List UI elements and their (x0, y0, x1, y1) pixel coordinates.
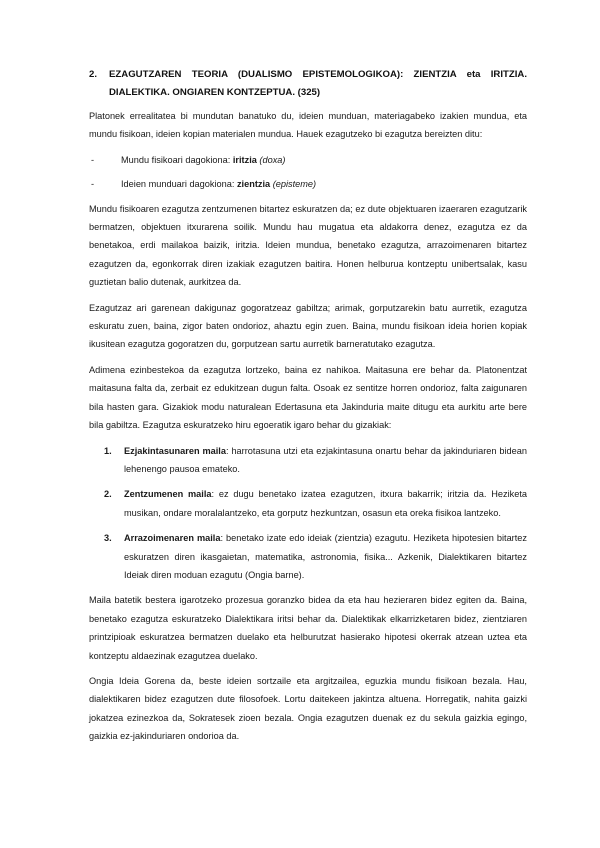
level-description: : benetako izate edo ideiak (zientzia) ezagutu. Heziketa hipotesien bitartez eskuratzen diren ikasgaietan, matematika, astronomia, fisika... Azkenik, Dialektikaren bitartez Ideiak diren moduan ezagutu (Ongia barne). (124, 533, 527, 580)
list-item (89, 151, 527, 169)
levels-list (89, 442, 527, 585)
list-item-number: 1. (104, 445, 112, 456)
body-paragraph: Maila batetik bestera igarotzeko prozesua goranzko bidea da eta hau hezieraren bidez egiten da. Baina, benetako ezagutza eskuratzeko Dialektikara iritsi behar da. Dialektikak elkarrizketaren bidez, zientziaren printzipioak eskuratzea bermatzen duelako eta helburutzat hasierako hipotesi okerrak atzean uztea eta kontzeptu aldaezinak ezagutzea duelako. (89, 595, 527, 661)
level-title: Arrazoimenaren maila (124, 533, 221, 544)
list-item-text (124, 442, 527, 479)
level-description: : ez dugu benetako izatea ezagutzen, itxura bakarrik; iritzia da. Heziketa musikan, ondare moralalantzeko, eta gorputz hezkuntzan, osasun eta oreka fisikoa lantzeko. (124, 489, 527, 518)
document-page (89, 66, 527, 753)
list-item-text (121, 175, 316, 193)
list-item-prefix: Ideien munduari dagokiona: (121, 179, 237, 190)
list-item-prefix: Mundu fisikoari dagokiona: (121, 154, 233, 165)
dash-marker: - (91, 179, 95, 190)
body-paragraph: Mundu fisikoaren ezagutza zentzumenen bitartez eskuratzen da; ez dute objektuaren izaeraren ezagutzarik bermatzen, objektuen itxurarena soilik. Mundu hau mugatua eta aldakorra denez, ezagutza ez da benetakoa, erdi mailakoa baizik, iritzia. Ideien mundua, benetako ezagutza, arrazoimenaren bitartez ezagutzen da, egonkorrak diren izakiak ezagutzen baitira. Honen helburua kontzeptu unibertsalak, kasu guztietan balio dutenak, aurkitzea da. (89, 203, 527, 288)
list-item-greek: (episteme) (272, 179, 317, 190)
list-item-term: zientzia (236, 179, 271, 190)
level-description: : harrotasuna utzi eta ezjakintasuna onartu behar da jakinduriaren bidean lehenengo pausoa emateko. (124, 445, 527, 474)
dash-marker: - (91, 154, 95, 165)
body-paragraph: Adimena ezinbestekoa da ezagutza lortzeko, baina ez nahikoa. Maitasuna ere behar da. Platonentzat maitasuna falta da, zerbait ez edukitzean dugun falta. Osoak ez sentitze horren ondorioz, falta zaigunaren bila hasten gara. Gizakiok modu naturalean Edertasuna eta Jakinduria maite ditugu eta aurkitu arte bere bila gabiltza. Ezagutza eskuratzeko hiru egoeratik igaro behar du gizakiak: (89, 364, 527, 431)
list-item-number: 2. (104, 489, 112, 500)
list-item-text (124, 485, 527, 522)
list-item (89, 175, 527, 193)
list-item-term: iritzia (232, 154, 257, 165)
level-title: Ezjakintasunaren maila (124, 445, 226, 456)
knowledge-types-list (89, 151, 527, 194)
list-item-number: 3. (104, 533, 112, 544)
level-title: Zentzumenen maila (124, 489, 212, 500)
body-paragraph: Ezagutzaz ari garenean dakigunaz gogoratzeaz gabiltza; arimak, gorputzarekin batu aurretik, ezagutza eskuratu zuen, baina, zigor baten ondorioz, ahaztu egin zuen. Baina, mundu fisikoan ideia horien kopiak ikusitean ezagutza gogoratzen du, gorputzean sartu aurretik barneratutako ezagutza. (89, 302, 527, 350)
list-item (104, 485, 527, 522)
section-heading (89, 66, 527, 101)
list-item-text (121, 151, 285, 169)
list-item-greek: (doxa) (259, 154, 286, 165)
body-paragraph: Ongia Ideia Gorena da, beste ideien sortzaile eta argitzailea, eguzkia mundu fisikoan bezala. Hau, dialektikaren bidez ezagutzen dute filosofoek. Lortu daitekeen jakintza altuena. Horregatik, nahita gaizki jokatzea ezinezkoa da, Sokratesek zioen bezala. Ongia ezagutzen duenak ez du sekula gaizkia egingo, gaizkia ez-jakinduriaren ondorioa da. (89, 675, 527, 742)
list-item (104, 442, 527, 479)
section-title: EZAGUTZAREN TEORIA (DUALISMO EPISTEMOLOGIKOA): ZIENTZIA eta IRITZIA. DIALEKTIKA. ONGIAREN KONTZEPTUA. (325) (109, 69, 527, 98)
list-item (104, 529, 527, 584)
intro-paragraph: Platonek errealitatea bi mundutan banatuko du, ideien munduan, materiagabeko izakien mundua, eta mundu fisikoan, ideien kopian materialen mundua. Hauek ezagutzeko bi ezagutza bereizten ditu: (89, 111, 527, 140)
section-number: 2. (89, 69, 98, 80)
list-item-text (124, 529, 527, 584)
